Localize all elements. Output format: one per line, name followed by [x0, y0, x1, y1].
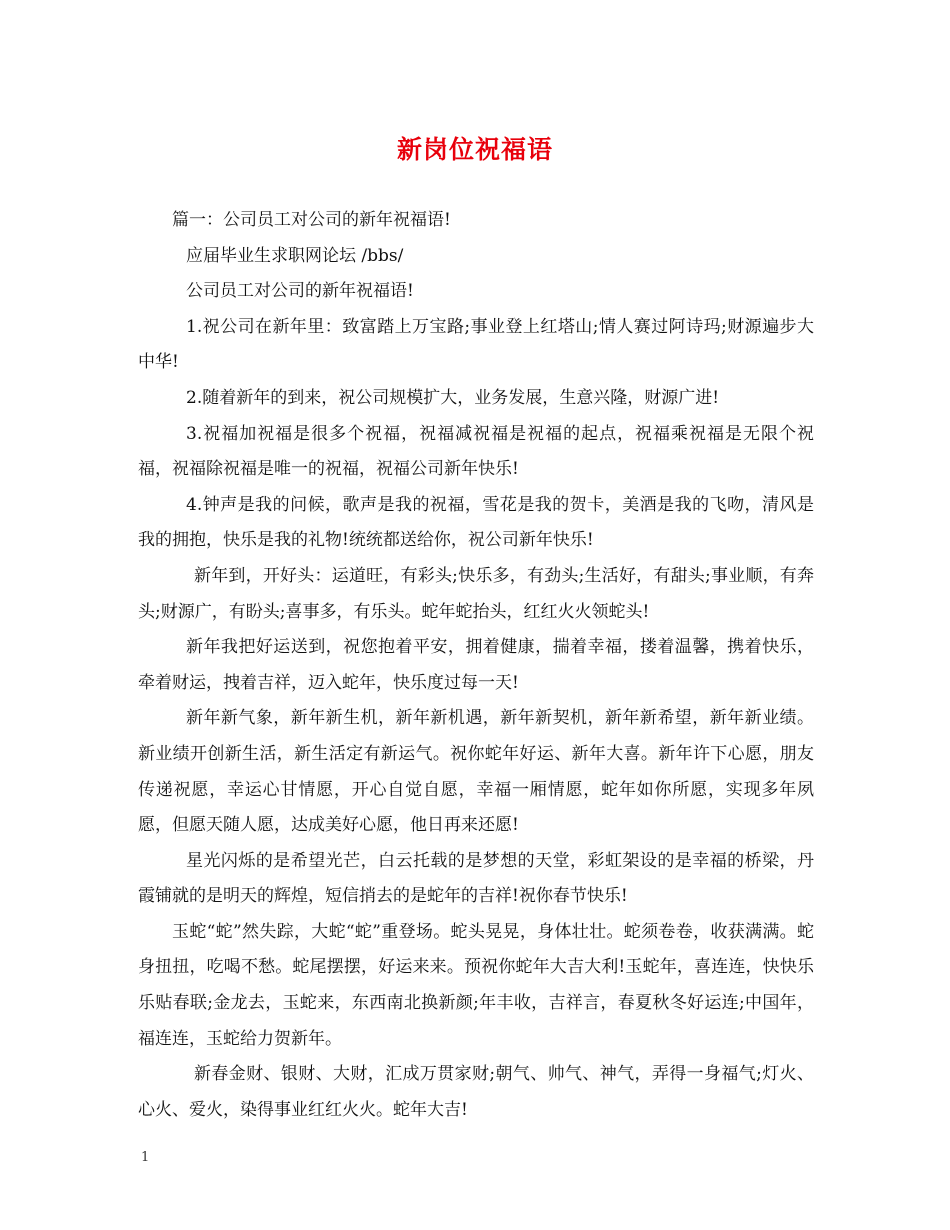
page-number: 1 [141, 1150, 150, 1165]
paragraph: 新年我把好运送到，祝您抱着平安，拥着健康，揣着幸福，搂着温馨，携着快乐，牵着财运，拽着吉祥，迈入蛇年，快乐度过每一天! [138, 637, 814, 693]
paragraph: 公司员工对公司的新年祝福语! [186, 281, 414, 302]
paragraph: 新年到，开好头：运道旺，有彩头;快乐多，有劲头;生活好，有甜头;事业顺，有奔头;财源广，有盼头;喜事多，有乐头。蛇年蛇抬头，红红火火领蛇头! [138, 565, 814, 622]
document-title: 新岗位祝福语 [396, 135, 553, 164]
paragraph: 新春金财、银财、大财，汇成万贯家财;朝气、帅气、神气，弄得一身福气;灯火、心火、爱火，染得事业红红火火。蛇年大吉! [138, 1064, 814, 1120]
paragraph: 星光闪烁的是希望光芒，白云托载的是梦想的天堂，彩虹架设的是幸福的桥梁，丹霞铺就的是明天的辉煌，短信捎去的是蛇年的吉祥!祝你春节快乐! [138, 850, 814, 907]
paragraph: 新年新气象，新年新生机，新年新机遇，新年新契机，新年新希望，新年新业绩。新业绩开创新生活，新生活定有新运气。祝你蛇年好运、新年大喜。新年许下心愿，朋友传递祝愿，幸运心甘情愿，开心自觉自愿，幸福一厢情愿，蛇年如你所愿，实现多年夙愿，但愿天随人愿，达成美好心愿，他日再来还愿! [138, 708, 814, 836]
paragraph: 2.随着新年的到来，祝公司规模扩大，业务发展，生意兴隆，财源广进! [186, 387, 720, 408]
document-body [138, 203, 814, 1128]
paragraph: 3.祝福加祝福是很多个祝福，祝福减祝福是祝福的起点，祝福乘祝福是无限个祝福，祝福除祝福是唯一的祝福，祝福公司新年快乐! [138, 423, 814, 480]
paragraph: 玉蛇“蛇”然失踪，大蛇“蛇”重登场。蛇头晃晃，身体壮壮。蛇须卷卷，收获满满。蛇身扭扭，吃喝不愁。蛇尾摆摆，好运来来。预祝你蛇年大吉大利!玉蛇年，喜连连，快快乐乐贴春联;金龙去，玉蛇来，东西南北换新颜;年丰收，吉祥言，春夏秋冬好运连;中国年，福连连，玉蛇给力贺新年。 [138, 921, 814, 1049]
paragraph: 1.祝公司在新年里：致富踏上万宝路;事业登上红塔山;情人赛过阿诗玛;财源遍步大中华! [138, 316, 814, 373]
paragraph: 4.钟声是我的问候，歌声是我的祝福，雪花是我的贺卡，美酒是我的飞吻，清风是我的拥抱，快乐是我的礼物!统统都送给你，祝公司新年快乐! [138, 494, 814, 551]
paragraph: 应届毕业生求职网论坛 /bbs/ [186, 245, 404, 266]
paragraph: 篇一：公司员工对公司的新年祝福语! [172, 210, 451, 230]
